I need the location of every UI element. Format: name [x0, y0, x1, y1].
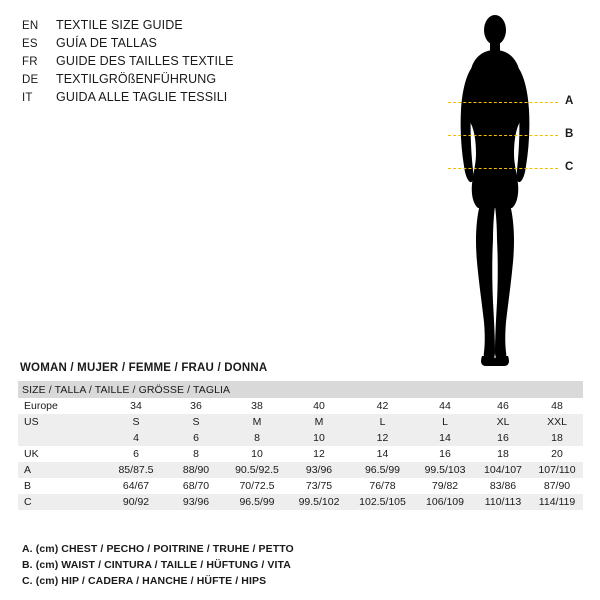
row-label — [18, 430, 106, 446]
legend-line-b: B. (cm) WAIST / CINTURA / TAILLE / HÜFTUNG / VITA — [22, 559, 291, 571]
cell: 10 — [226, 446, 288, 462]
cell: M — [288, 414, 350, 430]
cell: 18 — [531, 430, 583, 446]
cell: 114/119 — [531, 494, 583, 510]
cell: 14 — [350, 446, 415, 462]
cell: 107/110 — [531, 462, 583, 478]
language-title: TEXTILGRÖßENFÜHRUNG — [56, 72, 217, 86]
cell: 76/78 — [350, 478, 415, 494]
cell: 8 — [166, 446, 226, 462]
language-row — [22, 34, 352, 52]
language-title: GUIDA ALLE TAGLIE TESSILI — [56, 90, 228, 104]
cell: 36 — [166, 398, 226, 414]
table-row — [18, 462, 583, 478]
cell: 38 — [226, 398, 288, 414]
table-row — [18, 398, 583, 414]
cell: 64/67 — [106, 478, 166, 494]
figure-area — [400, 8, 590, 368]
cell: 85/87.5 — [106, 462, 166, 478]
cell: 79/82 — [415, 478, 475, 494]
language-code: DE — [22, 74, 39, 86]
cell: 104/107 — [475, 462, 531, 478]
cell: 68/70 — [166, 478, 226, 494]
cell: 44 — [415, 398, 475, 414]
language-row — [22, 70, 352, 88]
table-row — [18, 478, 583, 494]
size-table — [18, 381, 583, 510]
cell: 90.5/92.5 — [226, 462, 288, 478]
cell: 6 — [166, 430, 226, 446]
cell: 42 — [350, 398, 415, 414]
row-label: A — [18, 462, 106, 478]
measure-label-a: A — [565, 95, 574, 107]
cell: 88/90 — [166, 462, 226, 478]
measure-label-c: C — [565, 161, 574, 173]
language-code: FR — [22, 56, 38, 68]
row-label: C — [18, 494, 106, 510]
cell: 87/90 — [531, 478, 583, 494]
table-header-label: SIZE / TALLA / TAILLE / GRÖSSE / TAGLIA — [18, 381, 583, 398]
cell: 96.5/99 — [350, 462, 415, 478]
cell: 12 — [288, 446, 350, 462]
language-title-block — [22, 16, 352, 106]
size-table-wrapper — [18, 381, 583, 510]
cell: 93/96 — [288, 462, 350, 478]
row-label: US — [18, 414, 106, 430]
language-title: GUIDE DES TAILLES TEXTILE — [56, 54, 234, 68]
cell: 96.5/99 — [226, 494, 288, 510]
legend-line-a: A. (cm) CHEST / PECHO / POITRINE / TRUHE / PETTO — [22, 543, 294, 555]
language-row — [22, 52, 352, 70]
language-code: IT — [22, 92, 33, 104]
cell: 102.5/105 — [350, 494, 415, 510]
cell: 106/109 — [415, 494, 475, 510]
cell: 34 — [106, 398, 166, 414]
cell: 90/92 — [106, 494, 166, 510]
language-row — [22, 16, 352, 34]
table-row — [18, 446, 583, 462]
cell: XL — [475, 414, 531, 430]
table-row — [18, 430, 583, 446]
cell: 110/113 — [475, 494, 531, 510]
table-row — [18, 494, 583, 510]
cell: 10 — [288, 430, 350, 446]
cell: 12 — [350, 430, 415, 446]
cell: 46 — [475, 398, 531, 414]
cell: 16 — [415, 446, 475, 462]
cell: 16 — [475, 430, 531, 446]
cell: 6 — [106, 446, 166, 462]
cell: 73/75 — [288, 478, 350, 494]
language-title: TEXTILE SIZE GUIDE — [56, 18, 183, 32]
cell: 8 — [226, 430, 288, 446]
legend-block — [22, 541, 582, 589]
legend-line-c: C. (cm) HIP / CADERA / HANCHE / HÜFTE / HIPS — [22, 575, 267, 587]
section-title: WOMAN / MUJER / FEMME / FRAU / DONNA — [20, 362, 268, 374]
cell: S — [106, 414, 166, 430]
table-header-row — [18, 381, 583, 398]
cell: L — [350, 414, 415, 430]
language-row — [22, 88, 352, 106]
language-code: ES — [22, 38, 38, 50]
cell: 14 — [415, 430, 475, 446]
cell: 48 — [531, 398, 583, 414]
cell: L — [415, 414, 475, 430]
cell: 99.5/103 — [415, 462, 475, 478]
cell: 20 — [531, 446, 583, 462]
cell: M — [226, 414, 288, 430]
measure-line-hip — [448, 168, 558, 169]
row-label: UK — [18, 446, 106, 462]
cell: 4 — [106, 430, 166, 446]
language-code: EN — [22, 20, 39, 32]
cell: 70/72.5 — [226, 478, 288, 494]
cell: 93/96 — [166, 494, 226, 510]
cell: S — [166, 414, 226, 430]
row-label: Europe — [18, 398, 106, 414]
cell: 99.5/102 — [288, 494, 350, 510]
row-label: B — [18, 478, 106, 494]
cell: 40 — [288, 398, 350, 414]
measure-line-waist — [448, 135, 558, 136]
cell: XXL — [531, 414, 583, 430]
table-row — [18, 414, 583, 430]
cell: 18 — [475, 446, 531, 462]
cell: 83/86 — [475, 478, 531, 494]
woman-silhouette-icon — [440, 8, 550, 368]
language-title: GUÍA DE TALLAS — [56, 36, 157, 50]
measure-label-b: B — [565, 128, 574, 140]
measure-line-chest — [448, 102, 558, 103]
